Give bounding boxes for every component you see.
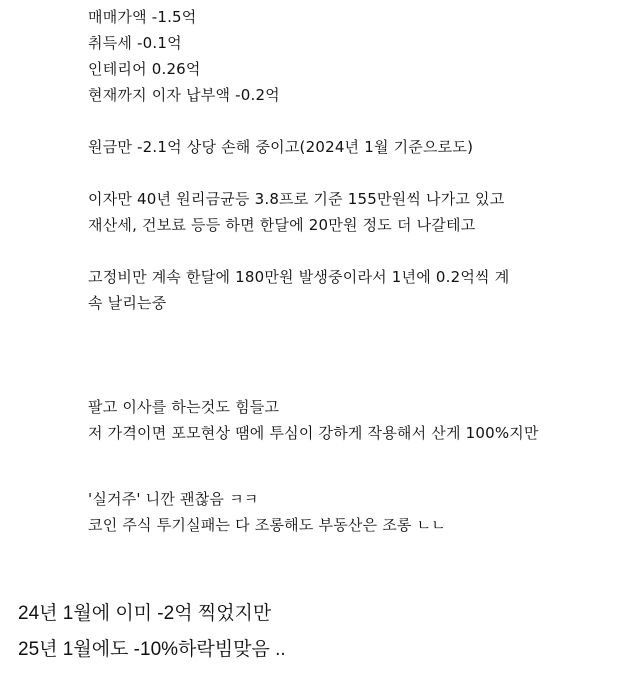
post-line: 이자만 40년 원리금균등 3.8프로 기준 155만원씩 나가고 있고 bbox=[88, 190, 505, 208]
comment-line: 25년 1월에도 -10%하락빔맞음 .. bbox=[18, 639, 286, 660]
post-text-image bbox=[88, 4, 628, 538]
post-line: '실거주' 니깐 괜찮음 ㅋㅋ bbox=[88, 490, 259, 508]
post-line: 저 가격이면 포모현상 땜에 투심이 강하게 작용해서 산게 100%지만 bbox=[88, 424, 539, 442]
post-line: 고정비만 계속 한달에 180만원 발생중이라서 1년에 0.2억씩 계 bbox=[88, 268, 510, 286]
post-line: 팔고 이사를 하는것도 힘들고 bbox=[88, 398, 280, 416]
post-line: 재산세, 건보료 등등 하면 한달에 20만원 정도 더 나갈테고 bbox=[88, 216, 476, 234]
post-line: 취득세 -0.1억 bbox=[88, 34, 182, 52]
post-line: 현재까지 이자 납부액 -0.2억 bbox=[88, 86, 280, 104]
post-line: 속 날리는중 bbox=[88, 294, 167, 312]
post-line: 코인 주식 투기실패는 다 조롱해도 부동산은 조롱 ㄴㄴ bbox=[88, 516, 446, 534]
comment-text bbox=[18, 596, 628, 668]
post-line: 원금만 -2.1억 상당 손해 중이고(2024년 1월 기준으로도) bbox=[88, 138, 474, 156]
comment-line: 24년 1월에 이미 -2억 찍었지만 bbox=[18, 603, 272, 624]
post-line: 매매가액 -1.5억 bbox=[88, 8, 197, 26]
post-line: 인테리어 0.26억 bbox=[88, 60, 201, 78]
